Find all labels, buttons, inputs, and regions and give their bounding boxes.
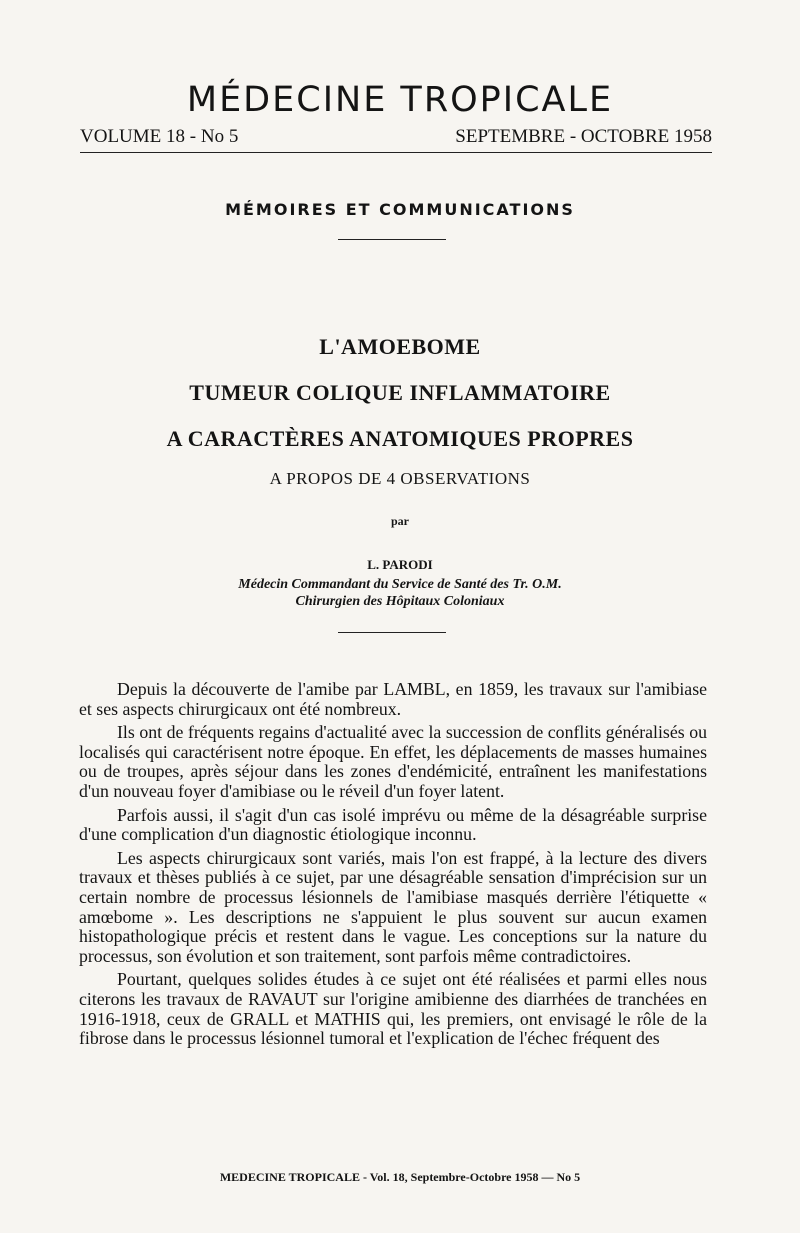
issue-line (80, 126, 712, 148)
page-footer: MEDECINE TROPICALE - Vol. 18, Septembre-Octobre 1958 — No 5 (219, 1170, 581, 1184)
author-affiliation-1: Médecin Commandant du Service de Santé des Tr. O.M. (238, 577, 562, 592)
journal-title: MÉDECINE TROPICALE (186, 80, 614, 120)
author-affiliation-2: Chirurgien des Hôpitaux Coloniaux (295, 594, 505, 609)
body-paragraph: Depuis la découverte de l'amibe par LAMBL, en 1859, les travaux sur l'amibiase et ses aspects chirurgicaux ont été nombreux. (79, 679, 707, 719)
body-paragraph: Ils ont de fréquents regains d'actualité avec la succession de conflits généralisés ou localisés qui caractérisent notre époque. En effet, les déplacements de masses humaines ou de troupes, après séjour dans les zones d'endémicité, entraînent les manifestations d'un nouveau foyer d'amibiase ou le réveil d'un foyer latent. (79, 722, 707, 801)
body-paragraph: Parfois aussi, il s'agit d'un cas isolé imprévu ou même de la désagréable surprise d'une complication d'un diagnostic étiologique inconnu. (79, 804, 707, 845)
volume-number: VOLUME 18 - No 5 (80, 126, 239, 147)
byline-par: par (391, 514, 409, 528)
section-rule (338, 239, 446, 240)
section-heading: MÉMOIRES ET COMMUNICATIONS (225, 200, 575, 219)
article-body (79, 680, 707, 1053)
article-title-line-3: A CARACTÈRES ANATOMIQUES PROPRES (166, 426, 634, 451)
author-name: L. PARODI (367, 557, 433, 572)
article-title-line-1: L'AMOEBOME (319, 334, 481, 359)
issue-date: SEPTEMBRE - OCTOBRE 1958 (455, 126, 712, 147)
article-title-line-2: TUMEUR COLIQUE INFLAMMATOIRE (189, 380, 611, 405)
body-paragraph: Les aspects chirurgicaux sont variés, mais l'on est frappé, à la lecture des divers travaux et thèses publiés à ce sujet, par une désagréable sensation d'imprécision sur un certain nombre de processus lésionnels de l'amibiase masqués derrière l'étiquette « amœbome ». Les descriptions ne s'appuient le plus souvent sur aucun examen histopathologique précis et restent dans le vague. Les conceptions sur la nature du processus, son évolution et son traitement, sont parfois même contradictoires. (79, 847, 707, 966)
body-paragraph: Pourtant, quelques solides études à ce sujet ont été réalisées et parmi elles nous citerons les travaux de RAVAUT sur l'origine amibienne des diarrhées de tranchées en 1916-1918, ceux de GRALL et MATHIS qui, les premiers, ont envisagé le rôle de la fibrose dans le processus lésionnel tumoral et l'explication de l'échec fréquent des (79, 969, 707, 1049)
article-subtitle: A PROPOS DE 4 OBSERVATIONS (269, 469, 531, 488)
title-rule (338, 632, 446, 633)
header-rule (80, 152, 712, 153)
